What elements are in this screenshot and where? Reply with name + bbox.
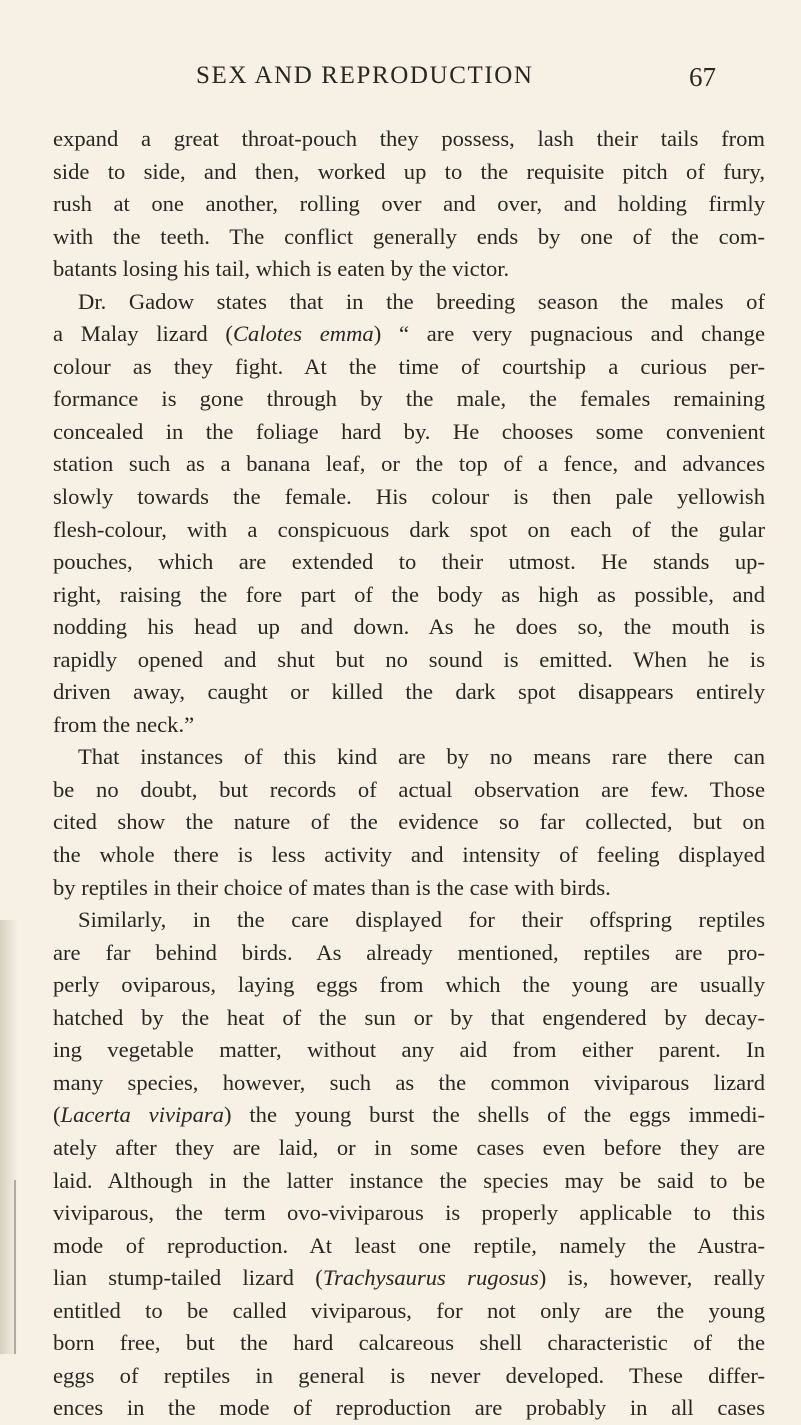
text-line: rush at one another, rolling over and over, and holding firmly [53,191,765,217]
species-name: Calotes emma [232,321,374,347]
text-line: ences in the mode of reproduction are probably in all cases [53,1395,765,1421]
text-line: flesh-colour, with a conspicuous dark spot on each of the gular [53,516,765,542]
text-line: expand a great throat-pouch they possess, lash their tails from [53,126,765,151]
text-line: driven away, caught or killed the dark spot disappears entirely [53,679,765,705]
text-line: right, raising the fore part of the body as high as possible, and [53,581,765,607]
text-line: formance is gone through by the male, the females remaining [53,386,765,412]
text-line: slowly towards the female. His colour is then pale yellowish [53,484,765,510]
text-line: entitled to be called viviparous, for not only are the young [53,1297,765,1323]
body-text [53,123,765,1425]
text-line: lian stump-tailed lizard (Trachysaurus rugosus) is, however, really [53,1265,765,1291]
species-name: Lacerta vivipara [60,1102,224,1128]
text-line: perly oviparous, laying eggs from which the young are usually [53,972,765,998]
text-line: be no doubt, but records of actual observation are few. Those [53,776,765,802]
gutter-edge [14,1180,16,1354]
text-line: viviparous, the term ovo-viviparous is properly applicable to this [53,1200,765,1226]
text-line: with the teeth. The conflict generally ends by one of the com- [53,223,765,249]
text-line: mode of reproduction. At least one reptile, namely the Austra- [53,1232,765,1258]
text-line: rapidly opened and shut but no sound is emitted. When he is [53,646,765,672]
text-line: colour as they fight. At the time of courtship a curious per- [53,353,765,379]
species-name: Trachysaurus rugosus [322,1265,539,1291]
text-line: born free, but the hard calcareous shell characteristic of the [53,1330,765,1356]
page-number: 67 [689,62,716,92]
text-line: batants losing his tail, which is eaten by the victor. [53,256,510,282]
text-line: pouches, which are extended to their utmost. He stands up- [53,549,765,575]
text-line: the whole there is less activity and intensity of feeling displayed [53,842,765,868]
text-line: are far behind birds. As already mentioned, reptiles are pro- [53,939,765,965]
text-line: concealed in the foliage hard by. He chooses some convenient [53,418,765,444]
text-line: station such as a banana leaf, or the top of a fence, and advances [53,451,765,477]
text-line: eggs of reptiles in general is never developed. These differ- [53,1362,765,1388]
text-line: side to side, and then, worked up to the requisite pitch of fury, [53,158,765,184]
text-line: hatched by the heat of the sun or by that engendered by decay- [53,1004,765,1030]
text-line: from the neck.” [53,711,195,737]
text-line: ately after they are laid, or in some cases even before they are [53,1134,765,1160]
text-line: a Malay lizard (Calotes emma) “ are very pugnacious and change [53,321,765,347]
running-head [196,62,716,102]
text-line: Similarly, in the care displayed for their offspring reptiles [78,907,765,933]
text-line: That instances of this kind are by no means rare there can [78,744,765,770]
text-line: laid. Although in the latter instance the species may be said to be [53,1167,765,1193]
text-line: Dr. Gadow states that in the breeding season the males of [78,288,765,314]
text-line: cited show the nature of the evidence so far collected, but on [53,809,765,835]
text-line: many species, however, such as the common viviparous lizard [53,1069,765,1095]
text-line: by reptiles in their choice of mates than is the case with birds. [53,874,611,900]
text-line: (Lacerta vivipara) the young burst the shells of the eggs immedi- [53,1102,766,1128]
text-line: ing vegetable matter, without any aid from either parent. In [53,1037,765,1063]
running-title: SEX AND REPRODUCTION [196,62,534,89]
text-line: nodding his head up and down. As he does so, the mouth is [53,614,765,640]
